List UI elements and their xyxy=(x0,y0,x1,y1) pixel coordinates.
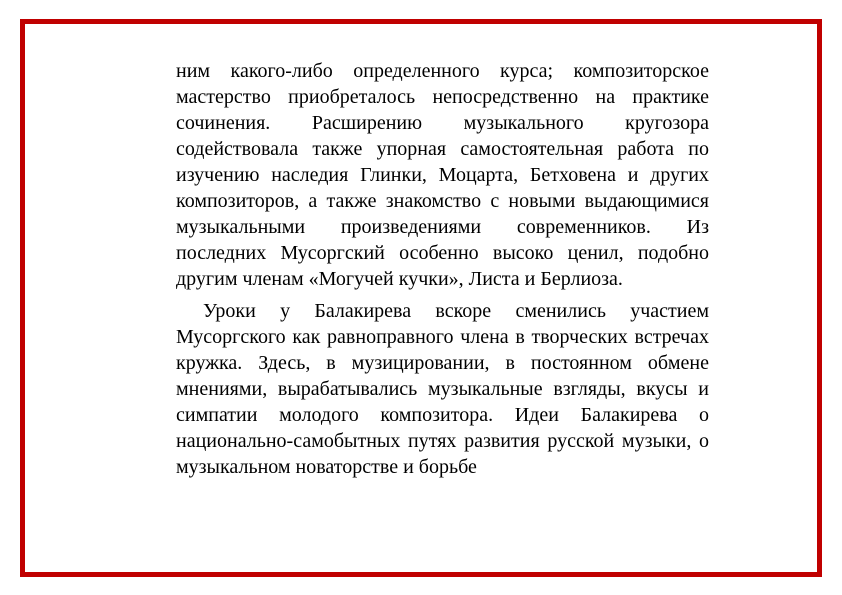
paragraph-2: Уроки у Балакирева вскоре сменились участием Мусоргского как равноправного члена в творческих встречах кружка. Здесь, в музицировании, в постоянном обмене мнениями, вырабатывались музыкальные взгляды, вкусы и симпатии молодого композитора. Идеи Балакирева о национально-самобытных путях развития русской музыки, о музыкальном новаторстве и борьбе xyxy=(176,300,709,478)
paragraph-1: ним какого-либо определенного курса; композиторское мастерство приобреталось непосредственно на практике сочинения. Расширению музыкального кругозора содействовала также упорная самостоятельная работа по изучению наследия Глинки, Моцарта, Бетховена и других композиторов, а также знакомство с новыми выдающимися музыкальными произведениями современников. Из последних Мусоргский особенно высоко ценил, подобно другим членам «Могучей кучки», Листа и Берлиоза. xyxy=(176,60,709,290)
document-text xyxy=(176,58,709,480)
